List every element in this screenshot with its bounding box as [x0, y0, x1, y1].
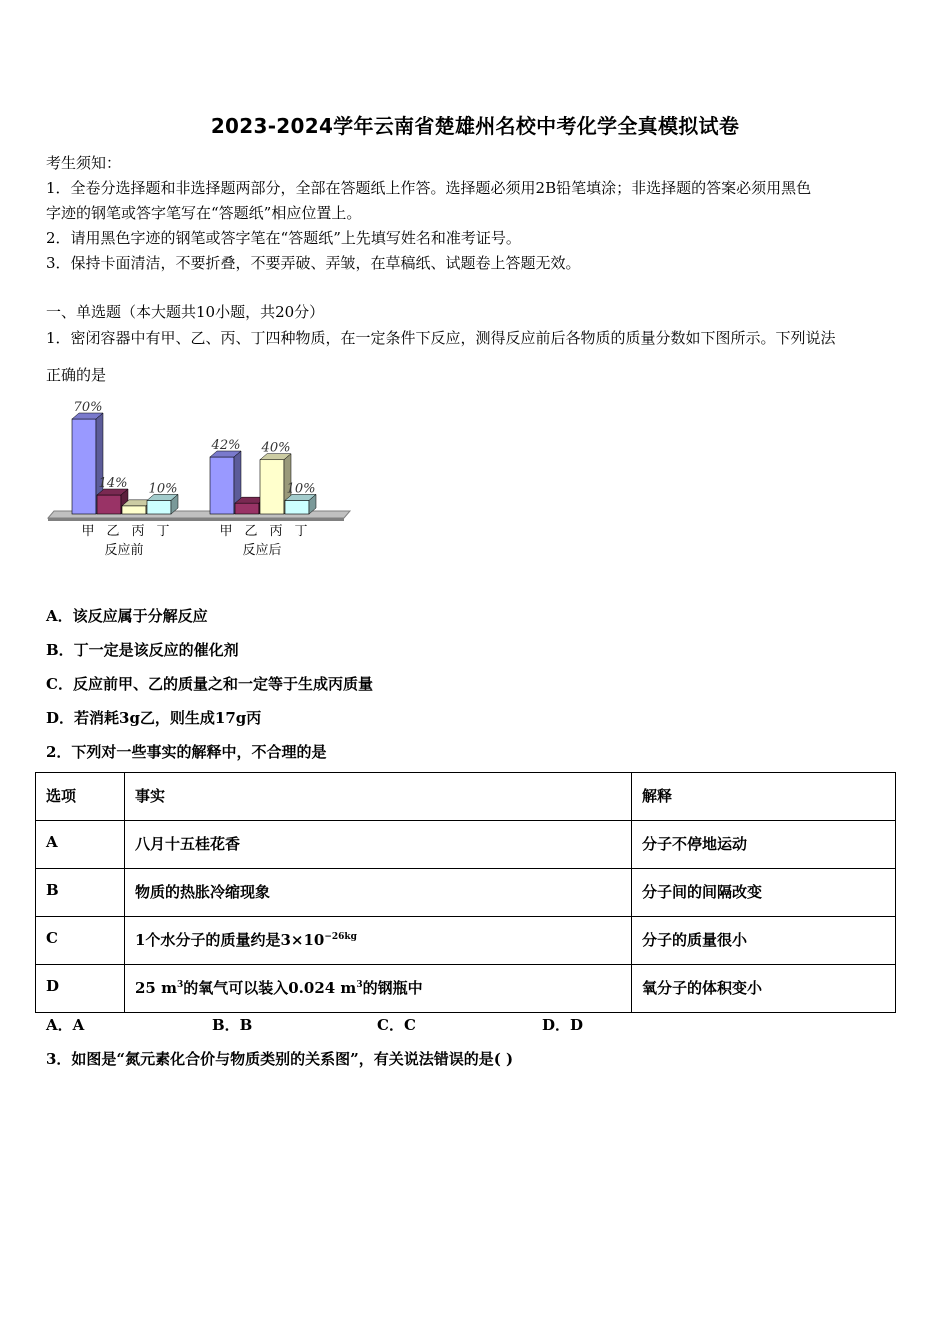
row-explanation: 氧分子的体积变小 [632, 965, 896, 1013]
category-label: 丁 [294, 524, 308, 539]
data-label: 14% [98, 476, 128, 491]
row-explanation: 分子不停地运动 [632, 821, 896, 869]
row-explanation: 分子间的间隔改变 [632, 869, 896, 917]
mass-fraction-bar-chart [44, 392, 354, 564]
q2-answer-d[interactable]: D．D [542, 1016, 584, 1034]
q1-option-c[interactable]: C．反应前甲、乙的质量之和一定等于生成丙质量 [46, 675, 373, 693]
row-fact: 物质的热胀冷缩现象 [125, 869, 632, 917]
notice-heading: 考生须知： [46, 154, 122, 172]
bar-1-3 [285, 500, 309, 514]
category-label: 甲 [219, 524, 233, 539]
q1-option-b[interactable]: B．丁一定是该反应的催化剂 [46, 641, 239, 659]
header-option: 选项 [36, 773, 125, 821]
q2-stem: 2．下列对一些事实的解释中，不合理的是 [46, 743, 327, 761]
row-option: C [36, 917, 125, 965]
data-label: 40% [261, 440, 291, 456]
notice-item-1-line-2: 字迹的钢笔或答字笔写在“答题纸”相应位置上。 [46, 204, 362, 222]
exam-title: 2023-2024学年云南省楚雄州名校中考化学全真模拟试卷 [210, 114, 740, 138]
data-label: 10% [148, 481, 178, 497]
bar-1-0 [210, 457, 234, 514]
data-label: 70% [73, 400, 103, 415]
table-row [36, 821, 896, 869]
bar-1-1 [235, 503, 259, 514]
section-heading: 一、单选题（本大题共10小题，共20分） [46, 303, 325, 321]
fact-text-c: 的钢瓶中 [362, 979, 423, 997]
q1-stem-line-1: 1．密闭容器中有甲、乙、丙、丁四种物质，在一定条件下反应，测得反应前后各物质的质量分数如下图所示。下列说法 [46, 329, 836, 347]
table-row [36, 869, 896, 917]
bar-0-1 [97, 495, 121, 514]
q1-stem-line-2: 正确的是 [46, 366, 107, 384]
group-label: 反应后 [242, 543, 282, 558]
notice-item-3: 3．保持卡面清洁，不要折叠，不要弄破、弄皱，在草稿纸、试题卷上答题无效。 [46, 254, 581, 272]
category-label: 丙 [131, 524, 145, 539]
q2-facts-table [35, 772, 896, 1013]
exponent: −26kg [324, 932, 357, 942]
row-fact: 八月十五桂花香 [125, 821, 632, 869]
row-fact [125, 917, 632, 965]
cube-superscript: 3 [176, 980, 184, 990]
category-label: 丙 [269, 524, 283, 539]
table-header-row [36, 773, 896, 821]
category-label: 乙 [244, 524, 258, 539]
bar-0-2 [122, 506, 146, 514]
cube-superscript: 3 [356, 980, 363, 990]
q3-stem: 3．如图是“氮元素化合价与物质类别的关系图”，有关说法错误的是( ) [46, 1050, 514, 1068]
bar-0-3 [147, 500, 171, 514]
category-label: 丁 [156, 524, 170, 539]
header-fact: 事实 [125, 773, 632, 821]
fact-text-a: 25 m [135, 979, 177, 997]
fact-text: 1个水分子的质量约是3×10 [135, 931, 325, 949]
data-label: 10% [286, 481, 316, 497]
notice-item-1-line-1: 1．全卷分选择题和非选择题两部分，全部在答题纸上作答。选择题必须用2B铅笔填涂；非选择题的答案必须用黑色 [46, 179, 812, 197]
data-label: 42% [211, 438, 241, 453]
bar-0-0 [72, 419, 96, 514]
chart-bars [72, 413, 316, 514]
category-label: 甲 [81, 524, 95, 539]
table-row [36, 917, 896, 965]
q2-answer-a[interactable]: A．A [46, 1016, 85, 1034]
row-option: D [36, 965, 125, 1013]
row-explanation: 分子的质量很小 [632, 917, 896, 965]
fact-text-b: 的氧气可以装入0.024 m [183, 979, 357, 997]
row-option: B [36, 869, 125, 917]
row-option: A [36, 821, 125, 869]
chart-floor-edge [48, 518, 344, 521]
row-fact [125, 965, 632, 1013]
q2-answer-c[interactable]: C．C [377, 1016, 416, 1034]
q1-option-a[interactable]: A．该反应属于分解反应 [46, 607, 208, 625]
notice-item-2: 2．请用黑色字迹的钢笔或答字笔在“答题纸”上先填写姓名和准考证号。 [46, 229, 521, 247]
q1-option-d[interactable]: D．若消耗3g乙，则生成17g丙 [46, 709, 262, 727]
header-explanation: 解释 [632, 773, 896, 821]
bar-1-2 [260, 460, 284, 514]
group-label: 反应前 [104, 543, 144, 558]
q2-answer-b[interactable]: B．B [212, 1016, 253, 1034]
category-label: 乙 [106, 524, 120, 539]
table-row [36, 965, 896, 1013]
